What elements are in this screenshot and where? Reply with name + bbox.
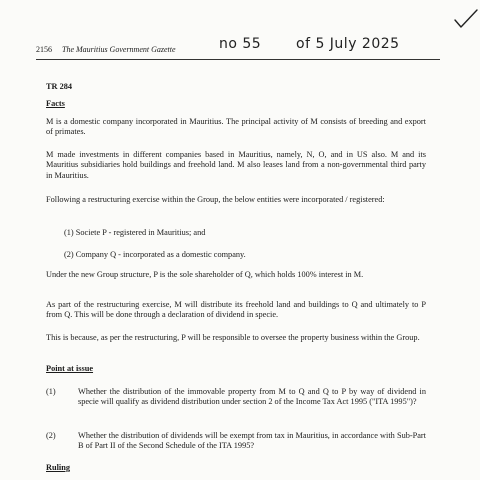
gazette-title: The Mauritius Government Gazette	[62, 45, 176, 54]
checkmark-icon	[452, 8, 480, 30]
issue-number-1: (1)	[46, 387, 56, 396]
header-rule	[36, 59, 440, 60]
issue-text-2: Whether the distribution of dividends will be exempt from tax in Mauritius, in accordance with Sub-Part B of Part II of the Second Schedule of the ITA 1995?	[78, 431, 426, 451]
facts-list-item-2: (2) Company Q - incorporated as a domestic company.	[64, 250, 246, 259]
facts-paragraph-1: M is a domestic company incorporated in Mauritius. The principal activity of M consists of breeding and export of primates.	[46, 117, 426, 137]
facts-paragraph-4: Under the new Group structure, P is the sole shareholder of Q, which holds 100% interest in M.	[46, 270, 364, 279]
point-at-issue-heading: Point at issue	[46, 364, 94, 373]
handwritten-issue: no 55	[219, 36, 262, 52]
facts-heading: Facts	[46, 99, 65, 108]
ruling-reference: TR 284	[46, 82, 73, 91]
issue-number-2: (2)	[46, 431, 56, 440]
facts-paragraph-6: This is because, as per the restructuring, P will be responsible to oversee the property business within the Group.	[46, 333, 420, 342]
issue-text-1: Whether the distribution of the immovable property from M to Q and Q to P by way of dividend in specie will qualify as dividend distribution under section 2 of the Income Tax Act 1995 ("ITA 1995")?	[78, 387, 426, 407]
facts-paragraph-3: Following a restructuring exercise within the Group, the below entities were incorporated / registered:	[46, 195, 385, 204]
facts-list-item-1: (1) Societe P - registered in Mauritius; and	[64, 228, 206, 237]
page-header	[36, 36, 436, 60]
facts-paragraph-5: As part of the restructuring exercise, M will distribute its freehold land and buildings to Q and ultimately to P from Q. This will be done through a declaration of dividend in specie.	[46, 300, 426, 320]
ruling-heading: Ruling	[46, 463, 70, 472]
page-number: 2156	[36, 45, 52, 54]
handwritten-date: of 5 July 2025	[296, 36, 400, 52]
facts-paragraph-2: M made investments in different companies based in Mauritius, namely, N, O, and in US also. M and its Mauritius subsidiaries hold buildings and freehold land. M also leases land from a non-governmental third party in Mauritius.	[46, 150, 426, 180]
